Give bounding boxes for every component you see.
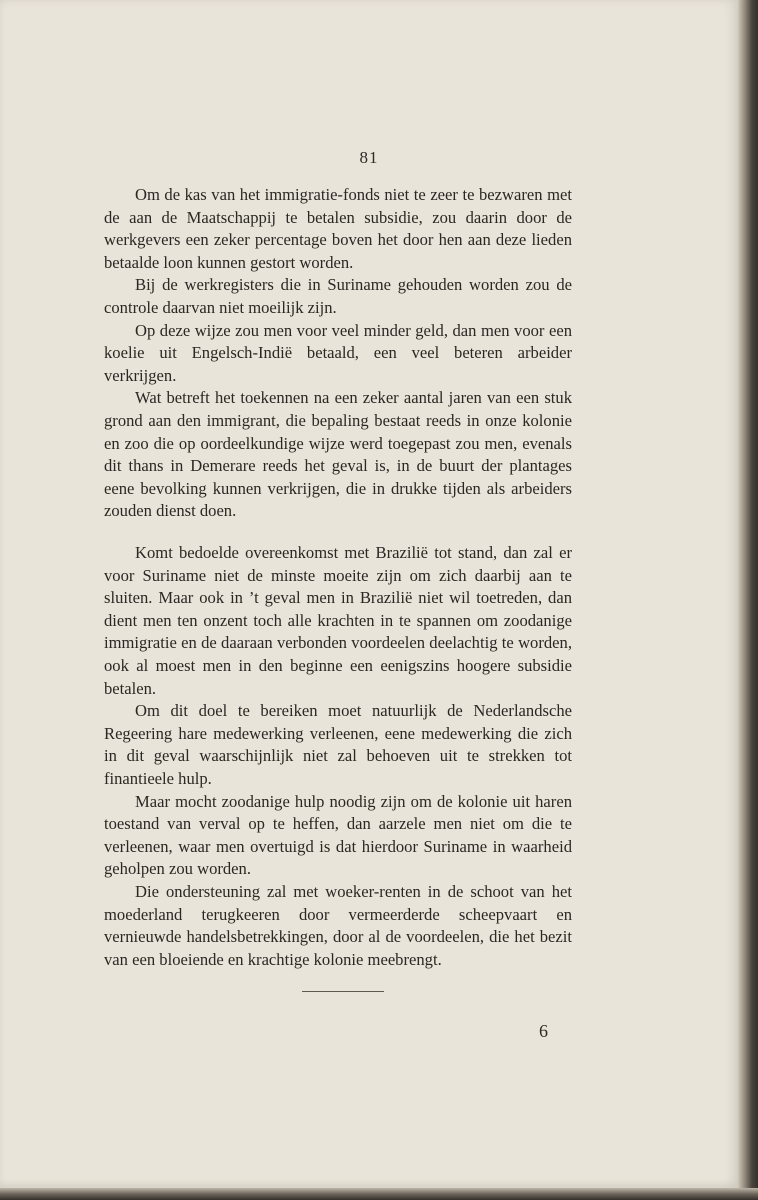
paragraph: Wat betreft het toekennen na een zeker aantal jaren van een stuk grond aan den immigrant, die bepaling bestaat reeds in onze kolonie en zoo die op oordeelkundige wijze werd toegepast zou men, evenals dit thans in Demerare reeds het geval is, in de buurt der plantages eene bevolking kunnen verkrijgen, die in drukke tijden als arbeiders zouden dienst doen. (104, 388, 572, 521)
paragraph: Komt bedoelde overeenkomst met Brazilië tot stand, dan zal er voor Suriname niet de minste moeite zijn om zich daarbij aan te sluiten. Maar ook in ’t geval men in Brazilië niet wil toetreden, dan dient men ten onzent toch alle krachten in te spannen om zoodanige immigratie en de daaraan verbonden voordeelen deelachtig te worden, ook al moest men in den beginne een eenigszins hoogere subsidie betalen. (104, 543, 572, 698)
paragraph: Op deze wijze zou men voor veel minder geld, dan men voor een koelie uit Engelsch-Indië betaald, een veel beteren arbeider verkrijgen. (104, 320, 572, 385)
page-number: 81 (359, 148, 379, 167)
paragraph: Om de kas van het immigratie-fonds niet te zeer te bezwaren met de aan de Maatschappij te betalen subsidie, zou daarin door de werkgevers een zeker percentage boven het door hen aan deze lieden betaalde loon kunnen gestort worden. (104, 185, 572, 272)
end-rule-divider (302, 991, 384, 992)
book-edge-right (738, 0, 758, 1200)
book-edge-bottom (0, 1188, 758, 1200)
text-section-2 (104, 542, 572, 971)
paragraph: Om dit doel te bereiken moet natuurlijk de Nederlandsche Regeering hare medewerking verleenen, eene medewerking die zich in dit geval waarschijnlijk niet zal behoeven uit te strekken tot finantieele hulp. (104, 701, 572, 788)
signature-mark: 6 (539, 1021, 548, 1041)
text-section-1 (104, 184, 572, 523)
paragraph: Bij de werkregisters die in Suriname gehouden worden zou de controle daarvan niet moeilijk zijn. (104, 275, 572, 317)
paragraph: Die ondersteuning zal met woeker-renten in de schoot van het moederland terugkeeren door vermeerderde scheepvaart en vernieuwde handelsbetrekkingen, door al de voordeelen, die het bezit van een bloeiende en krachtige kolonie meebrengt. (104, 881, 572, 969)
paragraph: Maar mocht zoodanige hulp noodig zijn om de kolonie uit haren toestand van verval op te heffen, dan aarzele men niet om die te verleenen, waar men overtuigd is dat hierdoor Suriname in waarheid geholpen zou worden. (104, 791, 572, 879)
